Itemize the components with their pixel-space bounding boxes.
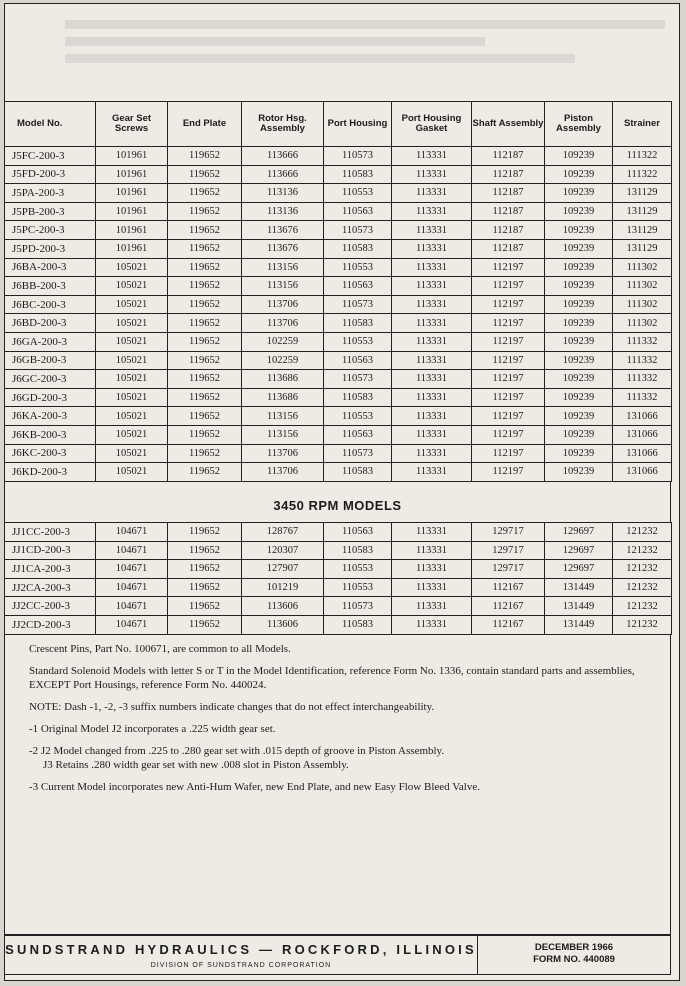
part-number-cell: 129717 bbox=[472, 541, 545, 560]
column-header: End Plate bbox=[168, 102, 242, 147]
part-number-cell: 101961 bbox=[96, 221, 168, 240]
part-number-cell: 113331 bbox=[392, 147, 472, 166]
part-number-cell: 119652 bbox=[168, 444, 242, 463]
model-number-cell: J6GD-200-3 bbox=[5, 388, 96, 407]
part-number-cell: 121232 bbox=[613, 615, 672, 634]
table-row bbox=[5, 560, 672, 579]
part-number-cell: 112197 bbox=[472, 258, 545, 277]
part-number-cell: 105021 bbox=[96, 370, 168, 389]
part-number-cell: 131066 bbox=[613, 463, 672, 482]
footer bbox=[4, 935, 671, 975]
part-number-cell: 111332 bbox=[613, 351, 672, 370]
part-number-cell: 112167 bbox=[472, 578, 545, 597]
part-number-cell: 121232 bbox=[613, 541, 672, 560]
part-number-cell: 111302 bbox=[613, 314, 672, 333]
part-number-cell: 113331 bbox=[392, 295, 472, 314]
part-number-cell: 111332 bbox=[613, 370, 672, 389]
part-number-cell: 119652 bbox=[168, 425, 242, 444]
part-number-cell: 113606 bbox=[242, 597, 324, 616]
note-text: -1 Original Model J2 incorporates a .225 width gear set. bbox=[29, 723, 276, 735]
part-number-cell: 105021 bbox=[96, 277, 168, 296]
part-number-cell: 131066 bbox=[613, 444, 672, 463]
part-number-cell: 119652 bbox=[168, 332, 242, 351]
part-number-cell: 113331 bbox=[392, 277, 472, 296]
model-number-cell: J6KC-200-3 bbox=[5, 444, 96, 463]
model-number-cell: JJ2CC-200-3 bbox=[5, 597, 96, 616]
parts-table bbox=[4, 101, 672, 482]
part-number-cell: 109239 bbox=[545, 239, 613, 258]
model-number-cell: JJ1CA-200-3 bbox=[5, 560, 96, 579]
part-number-cell: 109239 bbox=[545, 351, 613, 370]
table-row bbox=[5, 407, 672, 426]
part-number-cell: 119652 bbox=[168, 597, 242, 616]
part-number-cell: 109239 bbox=[545, 295, 613, 314]
part-number-cell: 119652 bbox=[168, 147, 242, 166]
part-number-cell: 112187 bbox=[472, 202, 545, 221]
part-number-cell: 113331 bbox=[392, 202, 472, 221]
model-number-cell: J5PD-200-3 bbox=[5, 239, 96, 258]
model-number-cell: J6BD-200-3 bbox=[5, 314, 96, 333]
part-number-cell: 109239 bbox=[545, 147, 613, 166]
part-number-cell: 113331 bbox=[392, 370, 472, 389]
model-number-cell: J6BC-200-3 bbox=[5, 295, 96, 314]
part-number-cell: 113686 bbox=[242, 388, 324, 407]
part-number-cell: 119652 bbox=[168, 221, 242, 240]
part-number-cell: 113331 bbox=[392, 523, 472, 542]
part-number-cell: 113331 bbox=[392, 314, 472, 333]
form-date: DECEMBER 1966 bbox=[534, 942, 614, 953]
part-number-cell: 111302 bbox=[613, 277, 672, 296]
part-number-cell: 129697 bbox=[545, 560, 613, 579]
part-number-cell: 112167 bbox=[472, 615, 545, 634]
part-number-cell: 113331 bbox=[392, 407, 472, 426]
part-number-cell: 105021 bbox=[96, 351, 168, 370]
part-number-cell: 120307 bbox=[242, 541, 324, 560]
table-row bbox=[5, 597, 672, 616]
part-number-cell: 111332 bbox=[613, 388, 672, 407]
part-number-cell: 110583 bbox=[324, 388, 392, 407]
part-number-cell: 113706 bbox=[242, 314, 324, 333]
part-number-cell: 110583 bbox=[324, 463, 392, 482]
model-number-cell: J6KA-200-3 bbox=[5, 407, 96, 426]
table-row bbox=[5, 239, 672, 258]
column-header: Piston Assembly bbox=[545, 102, 613, 147]
part-number-cell: 110573 bbox=[324, 221, 392, 240]
part-number-cell: 112187 bbox=[472, 165, 545, 184]
part-number-cell: 109239 bbox=[545, 184, 613, 203]
part-number-cell: 113331 bbox=[392, 165, 472, 184]
model-number-cell: JJ2CD-200-3 bbox=[5, 615, 96, 634]
part-number-cell: 119652 bbox=[168, 277, 242, 296]
model-number-cell: J6BA-200-3 bbox=[5, 258, 96, 277]
table-row bbox=[5, 147, 672, 166]
part-number-cell: 104671 bbox=[96, 597, 168, 616]
part-number-cell: 105021 bbox=[96, 314, 168, 333]
part-number-cell: 119652 bbox=[168, 388, 242, 407]
bleed-through-shadow bbox=[65, 12, 665, 102]
part-number-cell: 113666 bbox=[242, 165, 324, 184]
part-number-cell: 110583 bbox=[324, 314, 392, 333]
part-number-cell: 119652 bbox=[168, 295, 242, 314]
part-number-cell: 101219 bbox=[242, 578, 324, 597]
note-text: -3 Current Model incorporates new Anti-Hum Wafer, new End Plate, and new Easy Flow Bleed Valve. bbox=[29, 781, 480, 793]
part-number-cell: 113676 bbox=[242, 221, 324, 240]
part-number-cell: 131129 bbox=[613, 239, 672, 258]
part-number-cell: 109239 bbox=[545, 221, 613, 240]
table-header-row bbox=[5, 102, 672, 147]
part-number-cell: 119652 bbox=[168, 578, 242, 597]
part-number-cell: 112187 bbox=[472, 184, 545, 203]
section-title: 3450 RPM MODELS bbox=[4, 482, 671, 522]
part-number-cell: 113676 bbox=[242, 239, 324, 258]
part-number-cell: 113331 bbox=[392, 541, 472, 560]
note-text: J3 Retains .280 width gear set with new .008 slot in Piston Assembly. bbox=[43, 759, 349, 771]
part-number-cell: 109239 bbox=[545, 463, 613, 482]
part-number-cell: 113331 bbox=[392, 388, 472, 407]
table-row bbox=[5, 523, 672, 542]
part-number-cell: 105021 bbox=[96, 463, 168, 482]
table-row bbox=[5, 165, 672, 184]
part-number-cell: 119652 bbox=[168, 523, 242, 542]
part-number-cell: 112197 bbox=[472, 425, 545, 444]
part-number-cell: 110583 bbox=[324, 615, 392, 634]
part-number-cell: 110563 bbox=[324, 277, 392, 296]
model-number-cell: J6GA-200-3 bbox=[5, 332, 96, 351]
part-number-cell: 105021 bbox=[96, 425, 168, 444]
table-row bbox=[5, 258, 672, 277]
part-number-cell: 109239 bbox=[545, 165, 613, 184]
model-number-cell: JJ1CD-200-3 bbox=[5, 541, 96, 560]
part-number-cell: 104671 bbox=[96, 523, 168, 542]
part-number-cell: 110573 bbox=[324, 597, 392, 616]
part-number-cell: 101961 bbox=[96, 239, 168, 258]
part-number-cell: 105021 bbox=[96, 407, 168, 426]
part-number-cell: 110553 bbox=[324, 184, 392, 203]
parts-table-body bbox=[5, 147, 672, 482]
notes-section bbox=[4, 634, 671, 935]
table-row bbox=[5, 578, 672, 597]
table-row bbox=[5, 351, 672, 370]
part-number-cell: 112197 bbox=[472, 463, 545, 482]
part-number-cell: 110563 bbox=[324, 351, 392, 370]
table-row bbox=[5, 314, 672, 333]
model-number-cell: J6BB-200-3 bbox=[5, 277, 96, 296]
part-number-cell: 119652 bbox=[168, 560, 242, 579]
part-number-cell: 127907 bbox=[242, 560, 324, 579]
model-number-cell: J6KD-200-3 bbox=[5, 463, 96, 482]
part-number-cell: 119652 bbox=[168, 370, 242, 389]
part-number-cell: 113136 bbox=[242, 184, 324, 203]
part-number-cell: 109239 bbox=[545, 444, 613, 463]
part-number-cell: 113331 bbox=[392, 425, 472, 444]
part-number-cell: 112197 bbox=[472, 277, 545, 296]
part-number-cell: 109239 bbox=[545, 258, 613, 277]
rpm-table-body bbox=[5, 523, 672, 635]
part-number-cell: 105021 bbox=[96, 388, 168, 407]
part-number-cell: 113686 bbox=[242, 370, 324, 389]
part-number-cell: 112197 bbox=[472, 295, 545, 314]
part-number-cell: 113331 bbox=[392, 560, 472, 579]
part-number-cell: 109239 bbox=[545, 370, 613, 389]
part-number-cell: 131129 bbox=[613, 184, 672, 203]
part-number-cell: 131449 bbox=[545, 597, 613, 616]
table-row bbox=[5, 332, 672, 351]
part-number-cell: 113331 bbox=[392, 332, 472, 351]
table-row bbox=[5, 221, 672, 240]
form-number: FORM NO. 440089 bbox=[533, 954, 615, 965]
part-number-cell: 110553 bbox=[324, 578, 392, 597]
part-number-cell: 110583 bbox=[324, 239, 392, 258]
part-number-cell: 113706 bbox=[242, 463, 324, 482]
table-row bbox=[5, 463, 672, 482]
part-number-cell: 111302 bbox=[613, 258, 672, 277]
part-number-cell: 111322 bbox=[613, 165, 672, 184]
part-number-cell: 112167 bbox=[472, 597, 545, 616]
part-number-cell: 121232 bbox=[613, 523, 672, 542]
part-number-cell: 102259 bbox=[242, 332, 324, 351]
part-number-cell: 112197 bbox=[472, 444, 545, 463]
model-number-cell: J5PC-200-3 bbox=[5, 221, 96, 240]
part-number-cell: 112197 bbox=[472, 314, 545, 333]
part-number-cell: 119652 bbox=[168, 407, 242, 426]
table-row bbox=[5, 615, 672, 634]
part-number-cell: 104671 bbox=[96, 615, 168, 634]
model-number-cell: J6KB-200-3 bbox=[5, 425, 96, 444]
footer-form-block bbox=[478, 936, 670, 974]
part-number-cell: 110573 bbox=[324, 295, 392, 314]
part-number-cell: 113331 bbox=[392, 221, 472, 240]
part-number-cell: 119652 bbox=[168, 202, 242, 221]
part-number-cell: 113156 bbox=[242, 258, 324, 277]
division-name: DIVISION OF SUNDSTRAND CORPORATION bbox=[150, 962, 332, 969]
part-number-cell: 109239 bbox=[545, 314, 613, 333]
model-number-cell: J5PA-200-3 bbox=[5, 184, 96, 203]
part-number-cell: 121232 bbox=[613, 597, 672, 616]
part-number-cell: 119652 bbox=[168, 165, 242, 184]
part-number-cell: 113606 bbox=[242, 615, 324, 634]
part-number-cell: 105021 bbox=[96, 258, 168, 277]
part-number-cell: 109239 bbox=[545, 332, 613, 351]
part-number-cell: 113331 bbox=[392, 351, 472, 370]
part-number-cell: 110553 bbox=[324, 332, 392, 351]
part-number-cell: 110583 bbox=[324, 541, 392, 560]
part-number-cell: 131066 bbox=[613, 407, 672, 426]
part-number-cell: 131066 bbox=[613, 425, 672, 444]
model-number-cell: JJ1CC-200-3 bbox=[5, 523, 96, 542]
footer-company-block bbox=[5, 936, 478, 974]
part-number-cell: 110553 bbox=[324, 258, 392, 277]
part-number-cell: 112197 bbox=[472, 332, 545, 351]
part-number-cell: 113136 bbox=[242, 202, 324, 221]
part-number-cell: 113331 bbox=[392, 578, 472, 597]
part-number-cell: 110563 bbox=[324, 523, 392, 542]
table-row bbox=[5, 184, 672, 203]
table-row bbox=[5, 388, 672, 407]
part-number-cell: 112187 bbox=[472, 147, 545, 166]
company-name: SUNDSTRAND HYDRAULICS — ROCKFORD, ILLINOIS bbox=[5, 942, 477, 957]
part-number-cell: 111302 bbox=[613, 295, 672, 314]
part-number-cell: 104671 bbox=[96, 560, 168, 579]
table-row bbox=[5, 370, 672, 389]
part-number-cell: 119652 bbox=[168, 463, 242, 482]
part-number-cell: 112187 bbox=[472, 239, 545, 258]
part-number-cell: 110563 bbox=[324, 425, 392, 444]
part-number-cell: 105021 bbox=[96, 332, 168, 351]
part-number-cell: 113706 bbox=[242, 444, 324, 463]
model-number-cell: J6GB-200-3 bbox=[5, 351, 96, 370]
part-number-cell: 110553 bbox=[324, 407, 392, 426]
part-number-cell: 119652 bbox=[168, 258, 242, 277]
part-number-cell: 109239 bbox=[545, 407, 613, 426]
part-number-cell: 101961 bbox=[96, 165, 168, 184]
part-number-cell: 112197 bbox=[472, 388, 545, 407]
model-number-cell: JJ2CA-200-3 bbox=[5, 578, 96, 597]
table-row bbox=[5, 202, 672, 221]
column-header: Strainer bbox=[613, 102, 672, 147]
part-number-cell: 111322 bbox=[613, 147, 672, 166]
part-number-cell: 101961 bbox=[96, 184, 168, 203]
part-number-cell: 113331 bbox=[392, 258, 472, 277]
model-number-cell: J5FD-200-3 bbox=[5, 165, 96, 184]
part-number-cell: 105021 bbox=[96, 295, 168, 314]
table-row bbox=[5, 541, 672, 560]
part-number-cell: 110583 bbox=[324, 165, 392, 184]
part-number-cell: 110563 bbox=[324, 202, 392, 221]
column-header: Gear Set Screws bbox=[96, 102, 168, 147]
part-number-cell: 131449 bbox=[545, 578, 613, 597]
part-number-cell: 104671 bbox=[96, 541, 168, 560]
part-number-cell: 104671 bbox=[96, 578, 168, 597]
part-number-cell: 128767 bbox=[242, 523, 324, 542]
part-number-cell: 110553 bbox=[324, 560, 392, 579]
column-header: Model No. bbox=[5, 102, 96, 147]
part-number-cell: 121232 bbox=[613, 578, 672, 597]
table-row bbox=[5, 425, 672, 444]
part-number-cell: 129697 bbox=[545, 541, 613, 560]
column-header: Port Housing Gasket bbox=[392, 102, 472, 147]
part-number-cell: 105021 bbox=[96, 444, 168, 463]
part-number-cell: 101961 bbox=[96, 147, 168, 166]
part-number-cell: 111332 bbox=[613, 332, 672, 351]
part-number-cell: 113331 bbox=[392, 597, 472, 616]
part-number-cell: 113331 bbox=[392, 615, 472, 634]
part-number-cell: 119652 bbox=[168, 314, 242, 333]
note-text: Standard Solenoid Models with letter S or T in the Model Identification, reference Form No. 1336, contain standard parts and assemblies, EXCEPT Port Housings, reference Form No. 440024. bbox=[29, 665, 635, 691]
part-number-cell: 109239 bbox=[545, 425, 613, 444]
part-number-cell: 113331 bbox=[392, 463, 472, 482]
part-number-cell: 113156 bbox=[242, 425, 324, 444]
part-number-cell: 112197 bbox=[472, 351, 545, 370]
part-number-cell: 110573 bbox=[324, 370, 392, 389]
note-text: -2 J2 Model changed from .225 to .280 gear set with .015 depth of groove in Piston Assembly. bbox=[29, 745, 445, 757]
note-text: NOTE: Dash -1, -2, -3 suffix numbers indicate changes that do not effect interchangeability. bbox=[29, 701, 435, 713]
part-number-cell: 113331 bbox=[392, 239, 472, 258]
model-number-cell: J5PB-200-3 bbox=[5, 202, 96, 221]
table-row bbox=[5, 277, 672, 296]
part-number-cell: 110573 bbox=[324, 444, 392, 463]
column-header: Port Housing bbox=[324, 102, 392, 147]
part-number-cell: 119652 bbox=[168, 615, 242, 634]
column-header: Shaft Assembly bbox=[472, 102, 545, 147]
model-number-cell: J6GC-200-3 bbox=[5, 370, 96, 389]
part-number-cell: 131449 bbox=[545, 615, 613, 634]
part-number-cell: 102259 bbox=[242, 351, 324, 370]
part-number-cell: 109239 bbox=[545, 202, 613, 221]
part-number-cell: 119652 bbox=[168, 184, 242, 203]
part-number-cell: 129717 bbox=[472, 560, 545, 579]
part-number-cell: 113156 bbox=[242, 407, 324, 426]
table-row bbox=[5, 444, 672, 463]
part-number-cell: 101961 bbox=[96, 202, 168, 221]
part-number-cell: 121232 bbox=[613, 560, 672, 579]
part-number-cell: 129697 bbox=[545, 523, 613, 542]
part-number-cell: 113331 bbox=[392, 444, 472, 463]
part-number-cell: 113156 bbox=[242, 277, 324, 296]
table-row bbox=[5, 295, 672, 314]
part-number-cell: 113331 bbox=[392, 184, 472, 203]
part-number-cell: 131129 bbox=[613, 221, 672, 240]
part-number-cell: 113666 bbox=[242, 147, 324, 166]
part-number-cell: 129717 bbox=[472, 523, 545, 542]
part-number-cell: 109239 bbox=[545, 277, 613, 296]
rpm-parts-table bbox=[4, 522, 672, 635]
part-number-cell: 109239 bbox=[545, 388, 613, 407]
part-number-cell: 113706 bbox=[242, 295, 324, 314]
part-number-cell: 110573 bbox=[324, 147, 392, 166]
part-number-cell: 112197 bbox=[472, 407, 545, 426]
model-number-cell: J5FC-200-3 bbox=[5, 147, 96, 166]
part-number-cell: 119652 bbox=[168, 239, 242, 258]
note-text: Crescent Pins, Part No. 100671, are common to all Models. bbox=[29, 643, 291, 655]
part-number-cell: 112187 bbox=[472, 221, 545, 240]
part-number-cell: 112197 bbox=[472, 370, 545, 389]
part-number-cell: 131129 bbox=[613, 202, 672, 221]
column-header: Rotor Hsg. Assembly bbox=[242, 102, 324, 147]
part-number-cell: 119652 bbox=[168, 351, 242, 370]
part-number-cell: 119652 bbox=[168, 541, 242, 560]
